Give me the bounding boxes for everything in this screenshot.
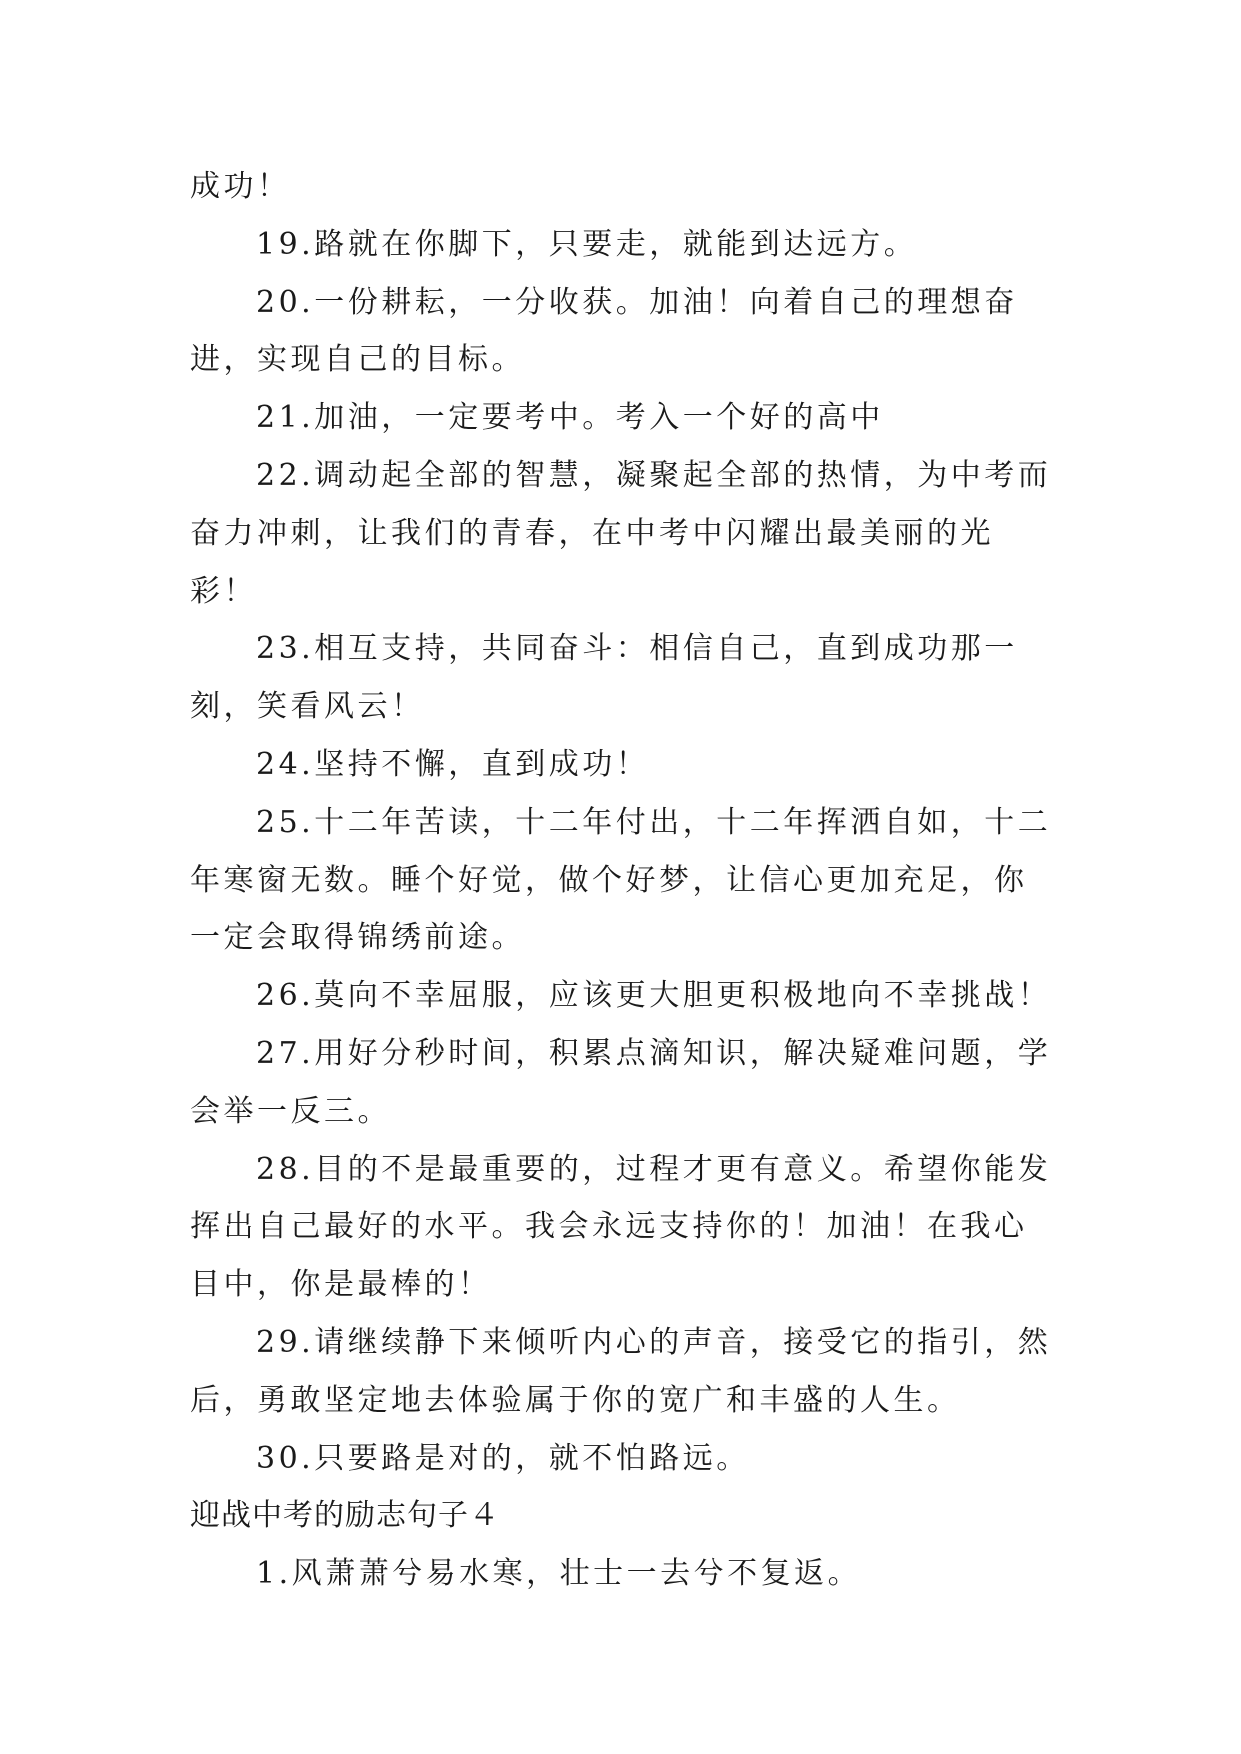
list-item: 1.风萧萧兮易水寒，壮士一去兮不复返。: [256, 1556, 862, 1592]
list-item: 26.莫向不幸屈服，应该更大胆更积极地向不幸挑战！: [256, 978, 1052, 1014]
list-item: 28.目的不是最重要的，过程才更有意义。希望你能发挥出自己最好的水平。我会永远支持你的！加油！在我心目中，你是最棒的！: [190, 1151, 1052, 1303]
list-item: 27.用好分秒时间，积累点滴知识，解决疑难问题，学会举一反三。: [190, 1035, 1052, 1129]
list-item: 30.只要路是对的，就不怕路远。: [256, 1440, 750, 1476]
list-item: 25.十二年苦读，十二年付出，十二年挥洒自如，十二年寒窗无数。睡个好觉，做个好梦，让信心更加充足，你一定会取得锦绣前途。: [190, 804, 1052, 956]
list-item: 19.路就在你脚下，只要走，就能到达远方。: [256, 226, 918, 262]
document-body: [190, 158, 1060, 1603]
list-item: 20.一份耕耘，一分收获。加油！向着自己的理想奋进，实现自己的目标。: [190, 284, 1018, 378]
list-item: 23.相互支持，共同奋斗：相信自己，直到成功那一刻，笑看风云！: [190, 631, 1018, 725]
list-item: 29.请继续静下来倾听内心的声音，接受它的指引，然后，勇敢坚定地去体验属于你的宽广和丰盛的人生。: [190, 1324, 1052, 1418]
list-item: 24.坚持不懈，直到成功！: [256, 746, 650, 782]
continuation-text: 成功！: [190, 169, 291, 204]
list-item: 22.调动起全部的智慧，凝聚起全部的热情，为中考而奋力冲刺，让我们的青春，在中考中闪耀出最美丽的光彩！: [190, 457, 1052, 609]
section-heading: 迎战中考的励志句子４: [190, 1498, 500, 1534]
list-item: 21.加油，一定要考中。考入一个好的高中: [256, 400, 884, 436]
